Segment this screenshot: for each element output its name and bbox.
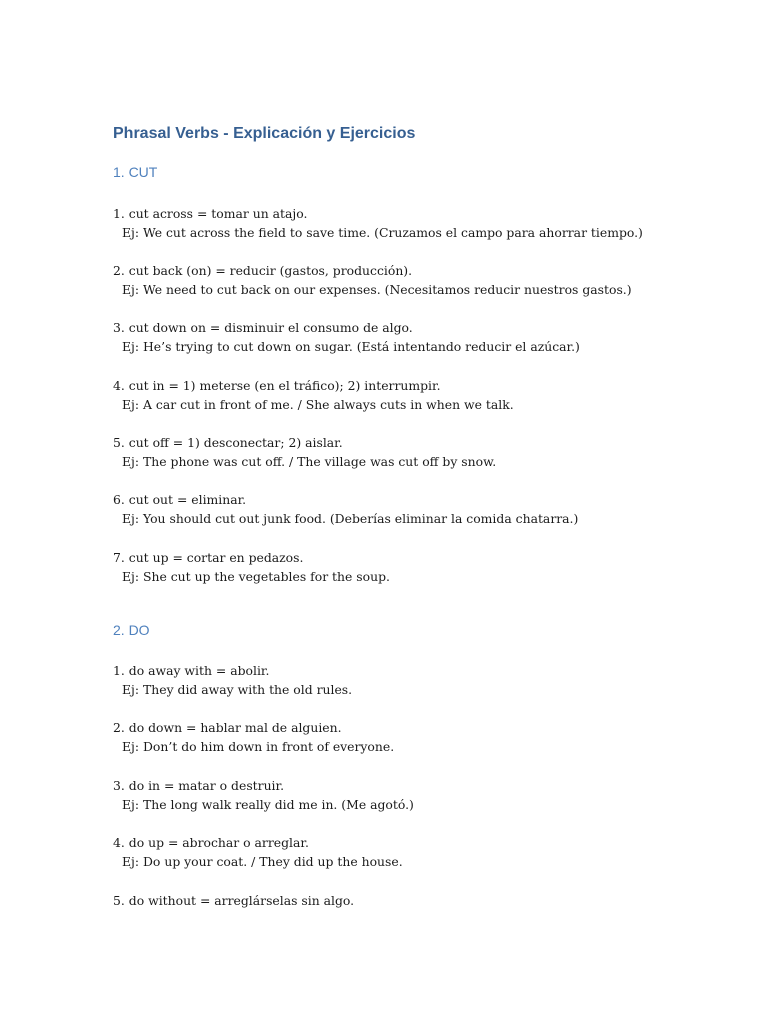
entry-definition: 1. do away with = abolir. <box>113 663 270 678</box>
entry-example: Ej: Don’t do him down in front of everyone. <box>122 739 395 754</box>
list-item <box>113 204 643 242</box>
entry-definition: 6. cut out = eliminar. <box>113 492 247 507</box>
entry-example: Ej: They did away with the old rules. <box>122 682 353 697</box>
list-item <box>113 376 514 414</box>
section-heading-do: 2. DO <box>113 622 150 638</box>
entry-definition: 4. do up = abrochar o arreglar. <box>113 835 309 850</box>
entry-example: Ej: We cut across the field to save time. (Cruzamos el campo para ahorrar tiempo.) <box>122 225 643 240</box>
entry-example: Ej: You should cut out junk food. (Deberías eliminar la comida chatarra.) <box>122 511 579 526</box>
entry-example: Ej: He’s trying to cut down on sugar. (Está intentando reducir el azúcar.) <box>122 339 580 354</box>
list-item <box>113 718 394 756</box>
entry-definition: 3. do in = matar o destruir. <box>113 778 285 793</box>
entry-example: Ej: Do up your coat. / They did up the house. <box>122 854 403 869</box>
list-item <box>113 833 403 871</box>
list-item <box>113 433 496 471</box>
entry-example: Ej: A car cut in front of me. / She always cuts in when we talk. <box>122 397 514 412</box>
list-item <box>113 661 352 699</box>
entry-example: Ej: She cut up the vegetables for the soup. <box>122 569 390 584</box>
entry-example: Ej: The phone was cut off. / The village was cut off by snow. <box>122 454 497 469</box>
list-item <box>113 318 580 356</box>
entry-definition: 7. cut up = cortar en pedazos. <box>113 550 304 565</box>
entry-example: Ej: We need to cut back on our expenses. (Necesitamos reducir nuestros gastos.) <box>122 282 632 297</box>
list-item <box>113 490 578 528</box>
section-heading-cut: 1. CUT <box>113 164 158 180</box>
entry-definition: 3. cut down on = disminuir el consumo de algo. <box>113 320 413 335</box>
document-title: Phrasal Verbs - Explicación y Ejercicios <box>113 125 416 142</box>
entry-definition: 1. cut across = tomar un atajo. <box>113 206 308 221</box>
entry-definition: 4. cut in = 1) meterse (en el tráfico); 2) interrumpir. <box>113 378 441 393</box>
list-item <box>113 548 390 586</box>
entry-example: Ej: The long walk really did me in. (Me agotó.) <box>122 797 414 812</box>
entry-definition: 5. do without = arreglárselas sin algo. <box>113 893 355 908</box>
entry-definition: 2. cut back (on) = reducir (gastos, producción). <box>113 263 413 278</box>
entry-definition: 5. cut off = 1) desconectar; 2) aislar. <box>113 435 343 450</box>
list-item <box>113 261 632 299</box>
entry-definition: 2. do down = hablar mal de alguien. <box>113 720 342 735</box>
list-item <box>113 776 414 814</box>
list-item <box>113 891 354 910</box>
